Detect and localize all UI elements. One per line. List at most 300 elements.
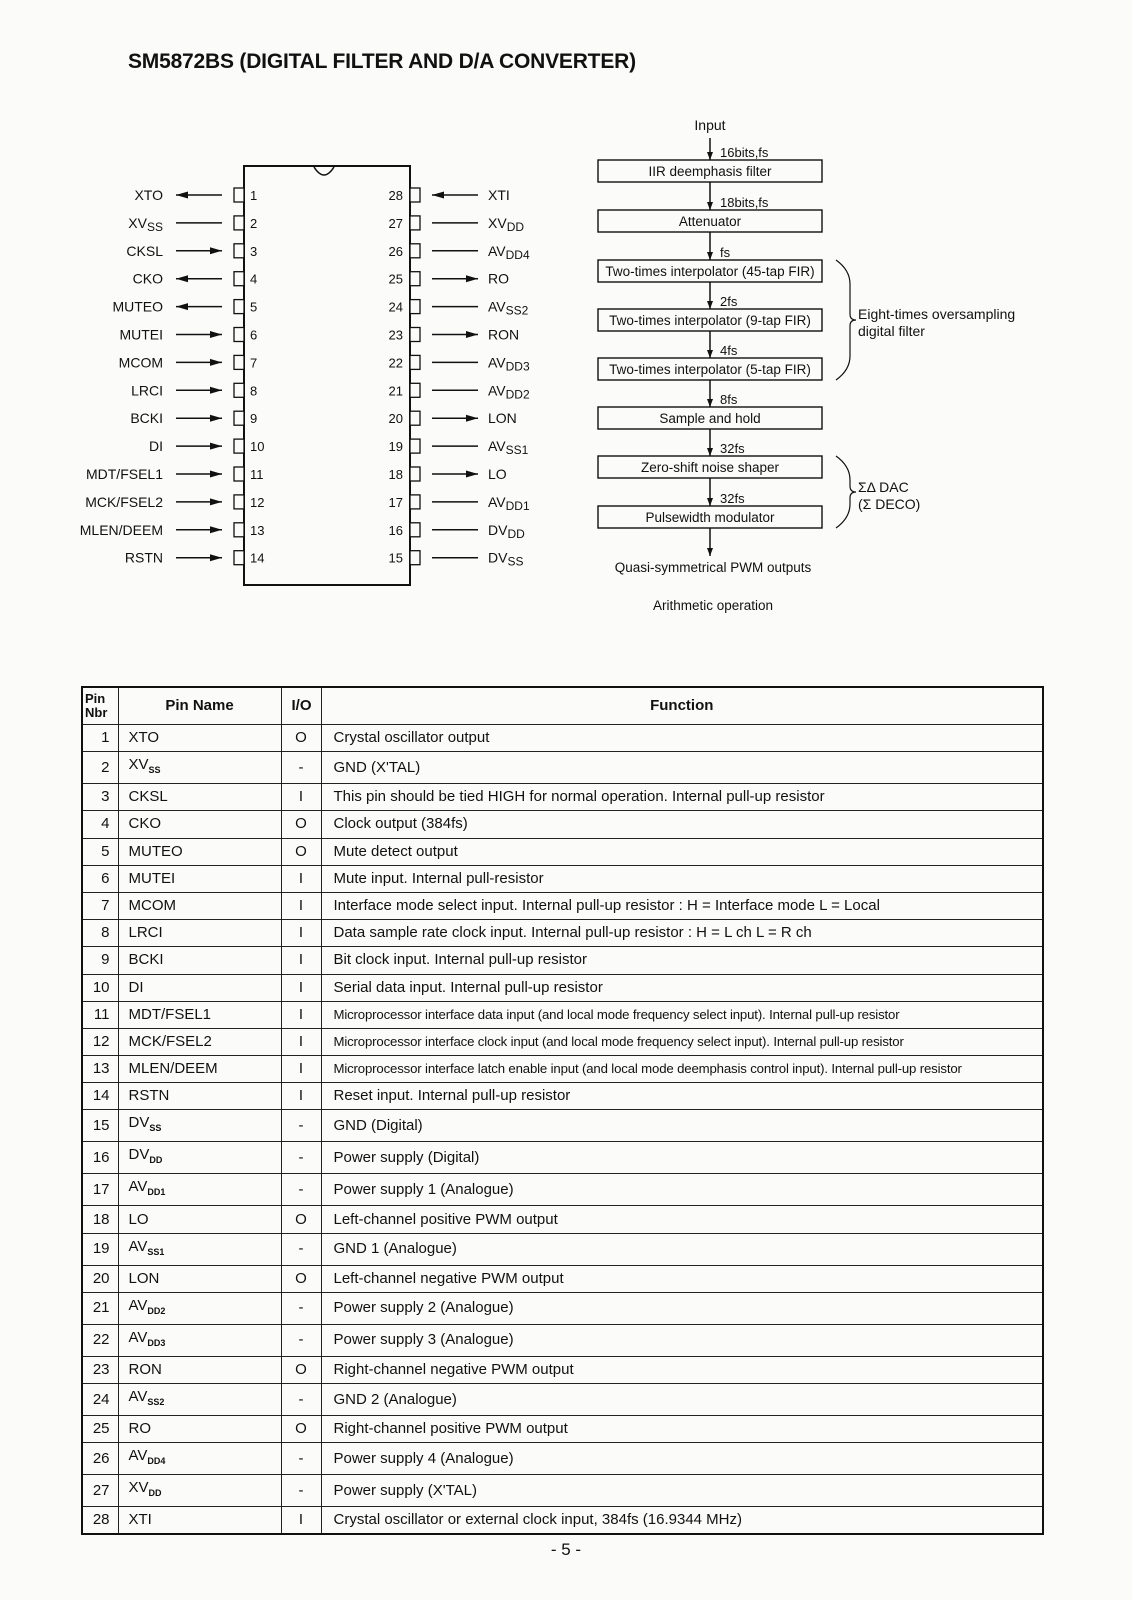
output-arrow — [707, 548, 713, 556]
pin-name-base: RON — [128, 1360, 162, 1378]
pin-number-cell: 18 — [82, 1206, 118, 1233]
pin-21-label: AVDD2 — [488, 382, 530, 402]
pin-6-pad — [234, 328, 244, 342]
block-0-rate: 16bits,fs — [720, 145, 769, 160]
pin-number-cell: 16 — [82, 1142, 118, 1174]
function-cell: Microprocessor interface latch enable input (and local mode deemphasis control input). Internal pull-up resistor — [321, 1056, 1043, 1083]
pin-23-label: RON — [488, 326, 520, 343]
oversampling-brace — [836, 260, 856, 380]
pin-name-cell — [118, 838, 281, 865]
io-cell: - — [281, 1174, 321, 1206]
pin-name-base: MDT/FSEL1 — [128, 1005, 212, 1023]
pin-10-number: 10 — [250, 439, 265, 455]
io-cell: - — [281, 1233, 321, 1265]
pin-25-label: RO — [488, 270, 509, 287]
pin-number-cell: 20 — [82, 1265, 118, 1292]
pin-name-base: DI — [128, 978, 144, 996]
header-pin: Pin — [85, 691, 106, 706]
io-cell: I — [281, 920, 321, 947]
io-cell: O — [281, 1416, 321, 1443]
pin-3-pad — [234, 244, 244, 258]
page-number: - 5 - — [550, 1540, 582, 1559]
pin-27-number: 27 — [388, 215, 403, 231]
pin-name-base: XV — [128, 1479, 149, 1497]
pin-17-label: AVDD1 — [488, 493, 530, 513]
io-cell: I — [281, 865, 321, 892]
pin-15-label: DVSS — [488, 549, 524, 569]
pin-1-number: 1 — [250, 188, 258, 203]
table-row — [82, 1507, 1043, 1535]
pin-9-number: 9 — [250, 411, 258, 427]
function-cell: Mute input. Internal pull-resistor — [321, 865, 1043, 892]
pin-name-base: DV — [128, 1114, 150, 1132]
pin-8-number: 8 — [250, 383, 258, 399]
function-cell: GND 2 (Analogue) — [321, 1384, 1043, 1416]
pin-5-label: MUTEO — [112, 298, 163, 315]
table-row — [82, 947, 1043, 974]
pin-23-pad — [410, 328, 420, 342]
pin-name-base: CKSL — [128, 788, 168, 806]
diagram-caption: Arithmetic operation — [652, 598, 774, 613]
block-3-rate: 2fs — [720, 294, 738, 309]
pin-9-pad — [234, 411, 244, 425]
pin-name-cell — [118, 1356, 281, 1383]
pin-name-subscript: DD — [149, 1155, 163, 1166]
pin-4-label: CKO — [132, 270, 163, 287]
pin-name-subscript: SS1 — [147, 1246, 165, 1257]
table-header-row — [82, 687, 1043, 725]
pin-14-number: 14 — [250, 550, 265, 566]
pin-11-line-head — [210, 471, 222, 478]
pin-name-base: CKO — [128, 815, 162, 833]
pin-number-cell: 21 — [82, 1292, 118, 1324]
pin-16-pad — [410, 523, 420, 537]
block-7-arrow — [707, 498, 713, 506]
block-0-label: IIR deemphasis filter — [648, 164, 772, 179]
io-cell: I — [281, 784, 321, 811]
io-cell: - — [281, 1292, 321, 1324]
pin-name-subscript: DD1 — [147, 1187, 166, 1198]
pin-number-cell: 25 — [82, 1416, 118, 1443]
io-cell: I — [281, 1028, 321, 1055]
io-cell: O — [281, 725, 321, 752]
table-row — [82, 1056, 1043, 1083]
dac-label-2: (Σ DECO) — [858, 496, 921, 512]
pin-2-label: XVSS — [128, 214, 163, 234]
block-6-label: Zero-shift noise shaper — [640, 460, 780, 475]
pin-1-line-head — [176, 192, 188, 199]
pin-5-pad — [234, 300, 244, 314]
function-cell: Microprocessor interface clock input (and local mode frequency select input). Internal pull-up resistor — [321, 1028, 1043, 1055]
pin-25-pad — [410, 272, 420, 286]
pin-11-pad — [234, 467, 244, 481]
function-cell: Crystal oscillator output — [321, 725, 1043, 752]
pin-number-cell: 22 — [82, 1324, 118, 1356]
io-cell: I — [281, 1507, 321, 1535]
block-5-rate: 8fs — [720, 392, 738, 407]
pin-name-base: LRCI — [128, 924, 163, 942]
pin-name-subscript: SS — [149, 1123, 162, 1134]
pin-name-base: AV — [128, 1237, 148, 1255]
io-cell: I — [281, 1001, 321, 1028]
block-2-arrow — [707, 252, 713, 260]
function-cell: Clock output (384fs) — [321, 811, 1043, 838]
pin-14-line-head — [210, 554, 222, 561]
block-0-arrow — [707, 152, 713, 160]
pin-name-cell — [118, 1142, 281, 1174]
pin-name-cell — [118, 1507, 281, 1535]
pin-4-line-head — [176, 275, 188, 282]
pin-20-number: 20 — [388, 411, 403, 427]
oversampling-label-1: Eight-times oversampling — [858, 306, 1016, 322]
function-cell: Power supply (Digital) — [321, 1142, 1043, 1174]
pin-name-base: AV — [128, 1328, 148, 1346]
pin-7-pad — [234, 355, 244, 369]
pin-8-line-head — [210, 387, 222, 394]
pin-number-cell: 1 — [82, 725, 118, 752]
pin-name-cell — [118, 1056, 281, 1083]
pin-name-cell — [118, 752, 281, 784]
pin-20-label: LON — [488, 410, 517, 427]
pin-12-pad — [234, 495, 244, 509]
pin-number-cell: 11 — [82, 1001, 118, 1028]
pin-23-line-head — [466, 331, 478, 338]
pin-number-cell: 9 — [82, 947, 118, 974]
pin-name-cell — [118, 811, 281, 838]
pinout-diagram — [0, 150, 560, 600]
pin-name-cell — [118, 947, 281, 974]
pin-23-number: 23 — [388, 327, 403, 343]
pin-name-base: BCKI — [128, 951, 164, 969]
pin-name-base: DV — [128, 1146, 150, 1164]
pin-22-pad — [410, 355, 420, 369]
pin-17-number: 17 — [388, 494, 403, 510]
function-cell: Power supply 3 (Analogue) — [321, 1324, 1043, 1356]
pin-name-cell — [118, 1233, 281, 1265]
pin-name-cell — [118, 974, 281, 1001]
function-cell: This pin should be tied HIGH for normal operation. Internal pull-up resistor — [321, 784, 1043, 811]
pin-name-base: AV — [128, 1388, 148, 1405]
pin-name-base: AV — [128, 1178, 148, 1196]
pin-13-label: MLEN/DEEM — [79, 521, 163, 538]
io-cell: - — [281, 1110, 321, 1142]
pin-number-cell: 19 — [82, 1233, 118, 1265]
block-5-arrow — [707, 399, 713, 407]
table-row — [82, 1001, 1043, 1028]
pin-22-number: 22 — [388, 355, 403, 371]
pin-15-pad — [410, 551, 420, 565]
pin-25-number: 25 — [388, 271, 403, 287]
pin-11-label: MDT/FSEL1 — [85, 466, 163, 482]
block-3-arrow — [707, 301, 713, 309]
ic-notch — [314, 167, 334, 175]
io-cell: I — [281, 947, 321, 974]
io-cell: O — [281, 1206, 321, 1233]
pin-number-cell: 13 — [82, 1056, 118, 1083]
output-label: Quasi-symmetrical PWM outputs — [614, 560, 812, 575]
pin-number-cell: 2 — [82, 752, 118, 784]
pin-name-subscript: DD2 — [147, 1305, 166, 1316]
function-cell: GND 1 (Analogue) — [321, 1233, 1043, 1265]
pin-26-pad — [410, 244, 420, 258]
pin-12-line-head — [210, 498, 222, 505]
pin-21-number: 21 — [388, 383, 403, 399]
io-cell: O — [281, 1356, 321, 1383]
header-pin-nbr — [82, 687, 118, 725]
pin-19-pad — [410, 439, 420, 453]
pin-number-cell: 17 — [82, 1174, 118, 1206]
table-row — [82, 1233, 1043, 1265]
table-row — [82, 1416, 1043, 1443]
pin-15-number: 15 — [388, 550, 403, 566]
io-cell: - — [281, 1324, 321, 1356]
table-row — [82, 838, 1043, 865]
pin-name-subscript: DD4 — [147, 1456, 166, 1467]
pin-6-line-head — [210, 331, 222, 338]
table-row — [82, 920, 1043, 947]
pin-name-base: LON — [128, 1269, 160, 1287]
pin-26-label: AVDD4 — [488, 242, 530, 262]
pin-5-line-head — [176, 303, 188, 310]
table-row — [82, 1384, 1043, 1416]
pin-19-label: AVSS1 — [488, 438, 529, 458]
pin-20-line-head — [466, 415, 478, 422]
pin-name-base: AV — [128, 1296, 148, 1314]
pin-number-cell: 27 — [82, 1475, 118, 1507]
header-nbr: Nbr — [85, 705, 108, 720]
pin-16-label: DVDD — [488, 521, 525, 541]
pin-number-cell: 5 — [82, 838, 118, 865]
pin-18-number: 18 — [388, 467, 403, 482]
pin-16-number: 16 — [388, 522, 403, 538]
table-row — [82, 1206, 1043, 1233]
function-cell: Interface mode select input. Internal pull-up resistor : H = Interface mode L = Local — [321, 892, 1043, 919]
function-cell: Power supply (X'TAL) — [321, 1475, 1043, 1507]
pin-name-cell — [118, 1110, 281, 1142]
function-cell: Reset input. Internal pull-up resistor — [321, 1083, 1043, 1110]
pin-11-number: 11 — [250, 467, 264, 482]
pin-12-label: MCK/FSEL2 — [85, 493, 163, 510]
pin-9-label: BCKI — [130, 410, 163, 427]
pin-20-pad — [410, 411, 420, 425]
function-cell: Serial data input. Internal pull-up resistor — [321, 974, 1043, 1001]
pin-2-number: 2 — [250, 215, 258, 231]
pin-1-pad — [234, 188, 244, 202]
pin-13-number: 13 — [250, 522, 265, 538]
pin-18-line-head — [466, 471, 478, 478]
io-cell: I — [281, 1056, 321, 1083]
pin-27-label: XVDD — [488, 214, 525, 234]
header-io: I/O — [281, 687, 321, 725]
pin-name-base: AV — [128, 1447, 148, 1465]
pin-name-base: XTO — [128, 729, 160, 747]
table-row — [82, 892, 1043, 919]
pin-number-cell: 28 — [82, 1507, 118, 1535]
pin-number-cell: 10 — [82, 974, 118, 1001]
block-diagram — [560, 110, 1080, 630]
block-2-label: Two-times interpolator (45-tap FIR) — [605, 264, 815, 279]
pin-name-base: MUTEI — [128, 869, 176, 887]
table-row — [82, 752, 1043, 784]
table-row — [82, 725, 1043, 752]
pin-name-cell — [118, 1324, 281, 1356]
pin-name-cell — [118, 1174, 281, 1206]
block-7-rate: 32fs — [720, 491, 745, 506]
pin-24-number: 24 — [388, 299, 403, 315]
pin-name-cell — [118, 1384, 281, 1416]
function-cell: GND (Digital) — [321, 1110, 1043, 1142]
pin-7-label: MCOM — [118, 354, 163, 371]
pin-10-label: DI — [149, 438, 163, 455]
function-cell: Data sample rate clock input. Internal pull-up resistor : H = L ch L = R ch — [321, 920, 1043, 947]
block-4-rate: 4fs — [720, 343, 738, 358]
pin-3-label: CKSL — [126, 242, 163, 259]
pin-function-table — [81, 686, 1044, 1535]
pin-name-base: LO — [128, 1210, 149, 1228]
pin-14-label: RSTN — [124, 549, 163, 566]
pin-number-cell: 24 — [82, 1384, 118, 1416]
pin-name-subscript: SS — [148, 765, 161, 776]
pin-28-pad — [410, 188, 420, 202]
table-row — [82, 1265, 1043, 1292]
pin-22-label: AVDD3 — [488, 354, 530, 374]
pin-name-subscript: SS2 — [147, 1397, 165, 1407]
pin-6-number: 6 — [250, 327, 258, 343]
pin-name-base: XTI — [128, 1511, 152, 1529]
pin-13-pad — [234, 523, 244, 537]
function-cell: Power supply 1 (Analogue) — [321, 1174, 1043, 1206]
function-cell: Power supply 2 (Analogue) — [321, 1292, 1043, 1324]
table-row — [82, 1028, 1043, 1055]
pin-name-cell — [118, 725, 281, 752]
pin-number-cell: 26 — [82, 1443, 118, 1475]
io-cell: - — [281, 1384, 321, 1416]
pin-number-cell: 4 — [82, 811, 118, 838]
block-7-label: Pulsewidth modulator — [645, 510, 775, 525]
block-4-label: Two-times interpolator (5-tap FIR) — [609, 362, 811, 377]
io-cell: O — [281, 1265, 321, 1292]
function-cell: Left-channel positive PWM output — [321, 1206, 1043, 1233]
block-1-arrow — [707, 202, 713, 210]
pin-8-label: LRCI — [131, 382, 163, 399]
pin-name-cell — [118, 1416, 281, 1443]
page-title: SM5872BS (DIGITAL FILTER AND D/A CONVERTER) — [128, 50, 636, 73]
pin-name-subscript: DD — [148, 1488, 162, 1499]
pin-13-line-head — [210, 526, 222, 533]
pin-number-cell: 3 — [82, 784, 118, 811]
oversampling-label-2: digital filter — [858, 323, 925, 339]
pin-name-cell — [118, 1292, 281, 1324]
block-5-label: Sample and hold — [659, 411, 761, 426]
pin-name-cell — [118, 1265, 281, 1292]
dac-brace — [836, 456, 856, 528]
io-cell: I — [281, 1083, 321, 1110]
pin-3-number: 3 — [250, 243, 258, 259]
block-6-rate: 32fs — [720, 441, 745, 456]
ic-body — [244, 166, 410, 585]
pin-18-label: LO — [488, 466, 507, 482]
pin-name-cell — [118, 1001, 281, 1028]
pin-name-base: MUTEO — [128, 842, 183, 860]
table-row — [82, 1443, 1043, 1475]
pin-4-number: 4 — [250, 271, 258, 287]
io-cell: - — [281, 1142, 321, 1174]
pin-5-number: 5 — [250, 299, 258, 315]
block-1-label: Attenuator — [678, 214, 742, 229]
function-cell: Mute detect output — [321, 838, 1043, 865]
table-row — [82, 1324, 1043, 1356]
pin-name-base: RO — [128, 1420, 151, 1438]
pin-27-pad — [410, 216, 420, 230]
io-cell: I — [281, 892, 321, 919]
pin-9-line-head — [210, 415, 222, 422]
table-row — [82, 1110, 1043, 1142]
pin-name-base: XV — [128, 756, 149, 774]
table-row — [82, 1475, 1043, 1507]
dac-label-1: ΣΔ DAC — [858, 479, 909, 495]
function-cell: Left-channel negative PWM output — [321, 1265, 1043, 1292]
io-cell: O — [281, 811, 321, 838]
pin-name-cell — [118, 892, 281, 919]
pin-28-label: XTI — [488, 187, 510, 203]
pin-1-label: XTO — [134, 187, 163, 203]
pin-name-cell — [118, 1083, 281, 1110]
function-cell: Right-channel positive PWM output — [321, 1416, 1043, 1443]
pin-name-base: MCK/FSEL2 — [128, 1032, 212, 1050]
pin-number-cell: 14 — [82, 1083, 118, 1110]
io-cell: I — [281, 974, 321, 1001]
pin-name-cell — [118, 1443, 281, 1475]
io-cell: - — [281, 1475, 321, 1507]
table-row — [82, 1142, 1043, 1174]
pin-25-line-head — [466, 275, 478, 282]
pin-8-pad — [234, 383, 244, 397]
function-cell: GND (X'TAL) — [321, 752, 1043, 784]
function-cell: Crystal oscillator or external clock input, 384fs (16.9344 MHz) — [321, 1507, 1043, 1535]
header-pin-name: Pin Name — [118, 687, 281, 725]
pin-18-pad — [410, 467, 420, 481]
pin-name-base: MLEN/DEEM — [128, 1060, 218, 1078]
pin-7-number: 7 — [250, 355, 258, 371]
function-cell: Power supply 4 (Analogue) — [321, 1443, 1043, 1475]
block-3-label: Two-times interpolator (9-tap FIR) — [609, 313, 811, 328]
pin-name-subscript: DD3 — [147, 1337, 166, 1348]
table-row — [82, 811, 1043, 838]
pin-name-base: RSTN — [128, 1087, 170, 1105]
pin-number-cell: 12 — [82, 1028, 118, 1055]
pin-name-cell — [118, 1028, 281, 1055]
pin-7-line-head — [210, 359, 222, 366]
pin-name-base: MCOM — [128, 897, 176, 915]
pin-name-cell — [118, 784, 281, 811]
pin-12-number: 12 — [250, 494, 265, 510]
pin-26-number: 26 — [388, 243, 403, 259]
io-cell: O — [281, 838, 321, 865]
pin-name-cell — [118, 865, 281, 892]
pin-name-cell — [118, 920, 281, 947]
pin-14-pad — [234, 551, 244, 565]
pin-28-line-head — [432, 192, 444, 199]
table-row — [82, 1356, 1043, 1383]
pin-24-pad — [410, 300, 420, 314]
table-row — [82, 974, 1043, 1001]
io-cell: - — [281, 752, 321, 784]
pin-number-cell: 15 — [82, 1110, 118, 1142]
pin-6-label: MUTEI — [119, 326, 163, 343]
block-2-rate: fs — [720, 245, 731, 260]
pin-number-cell: 6 — [82, 865, 118, 892]
block-1-rate: 18bits,fs — [720, 195, 769, 210]
